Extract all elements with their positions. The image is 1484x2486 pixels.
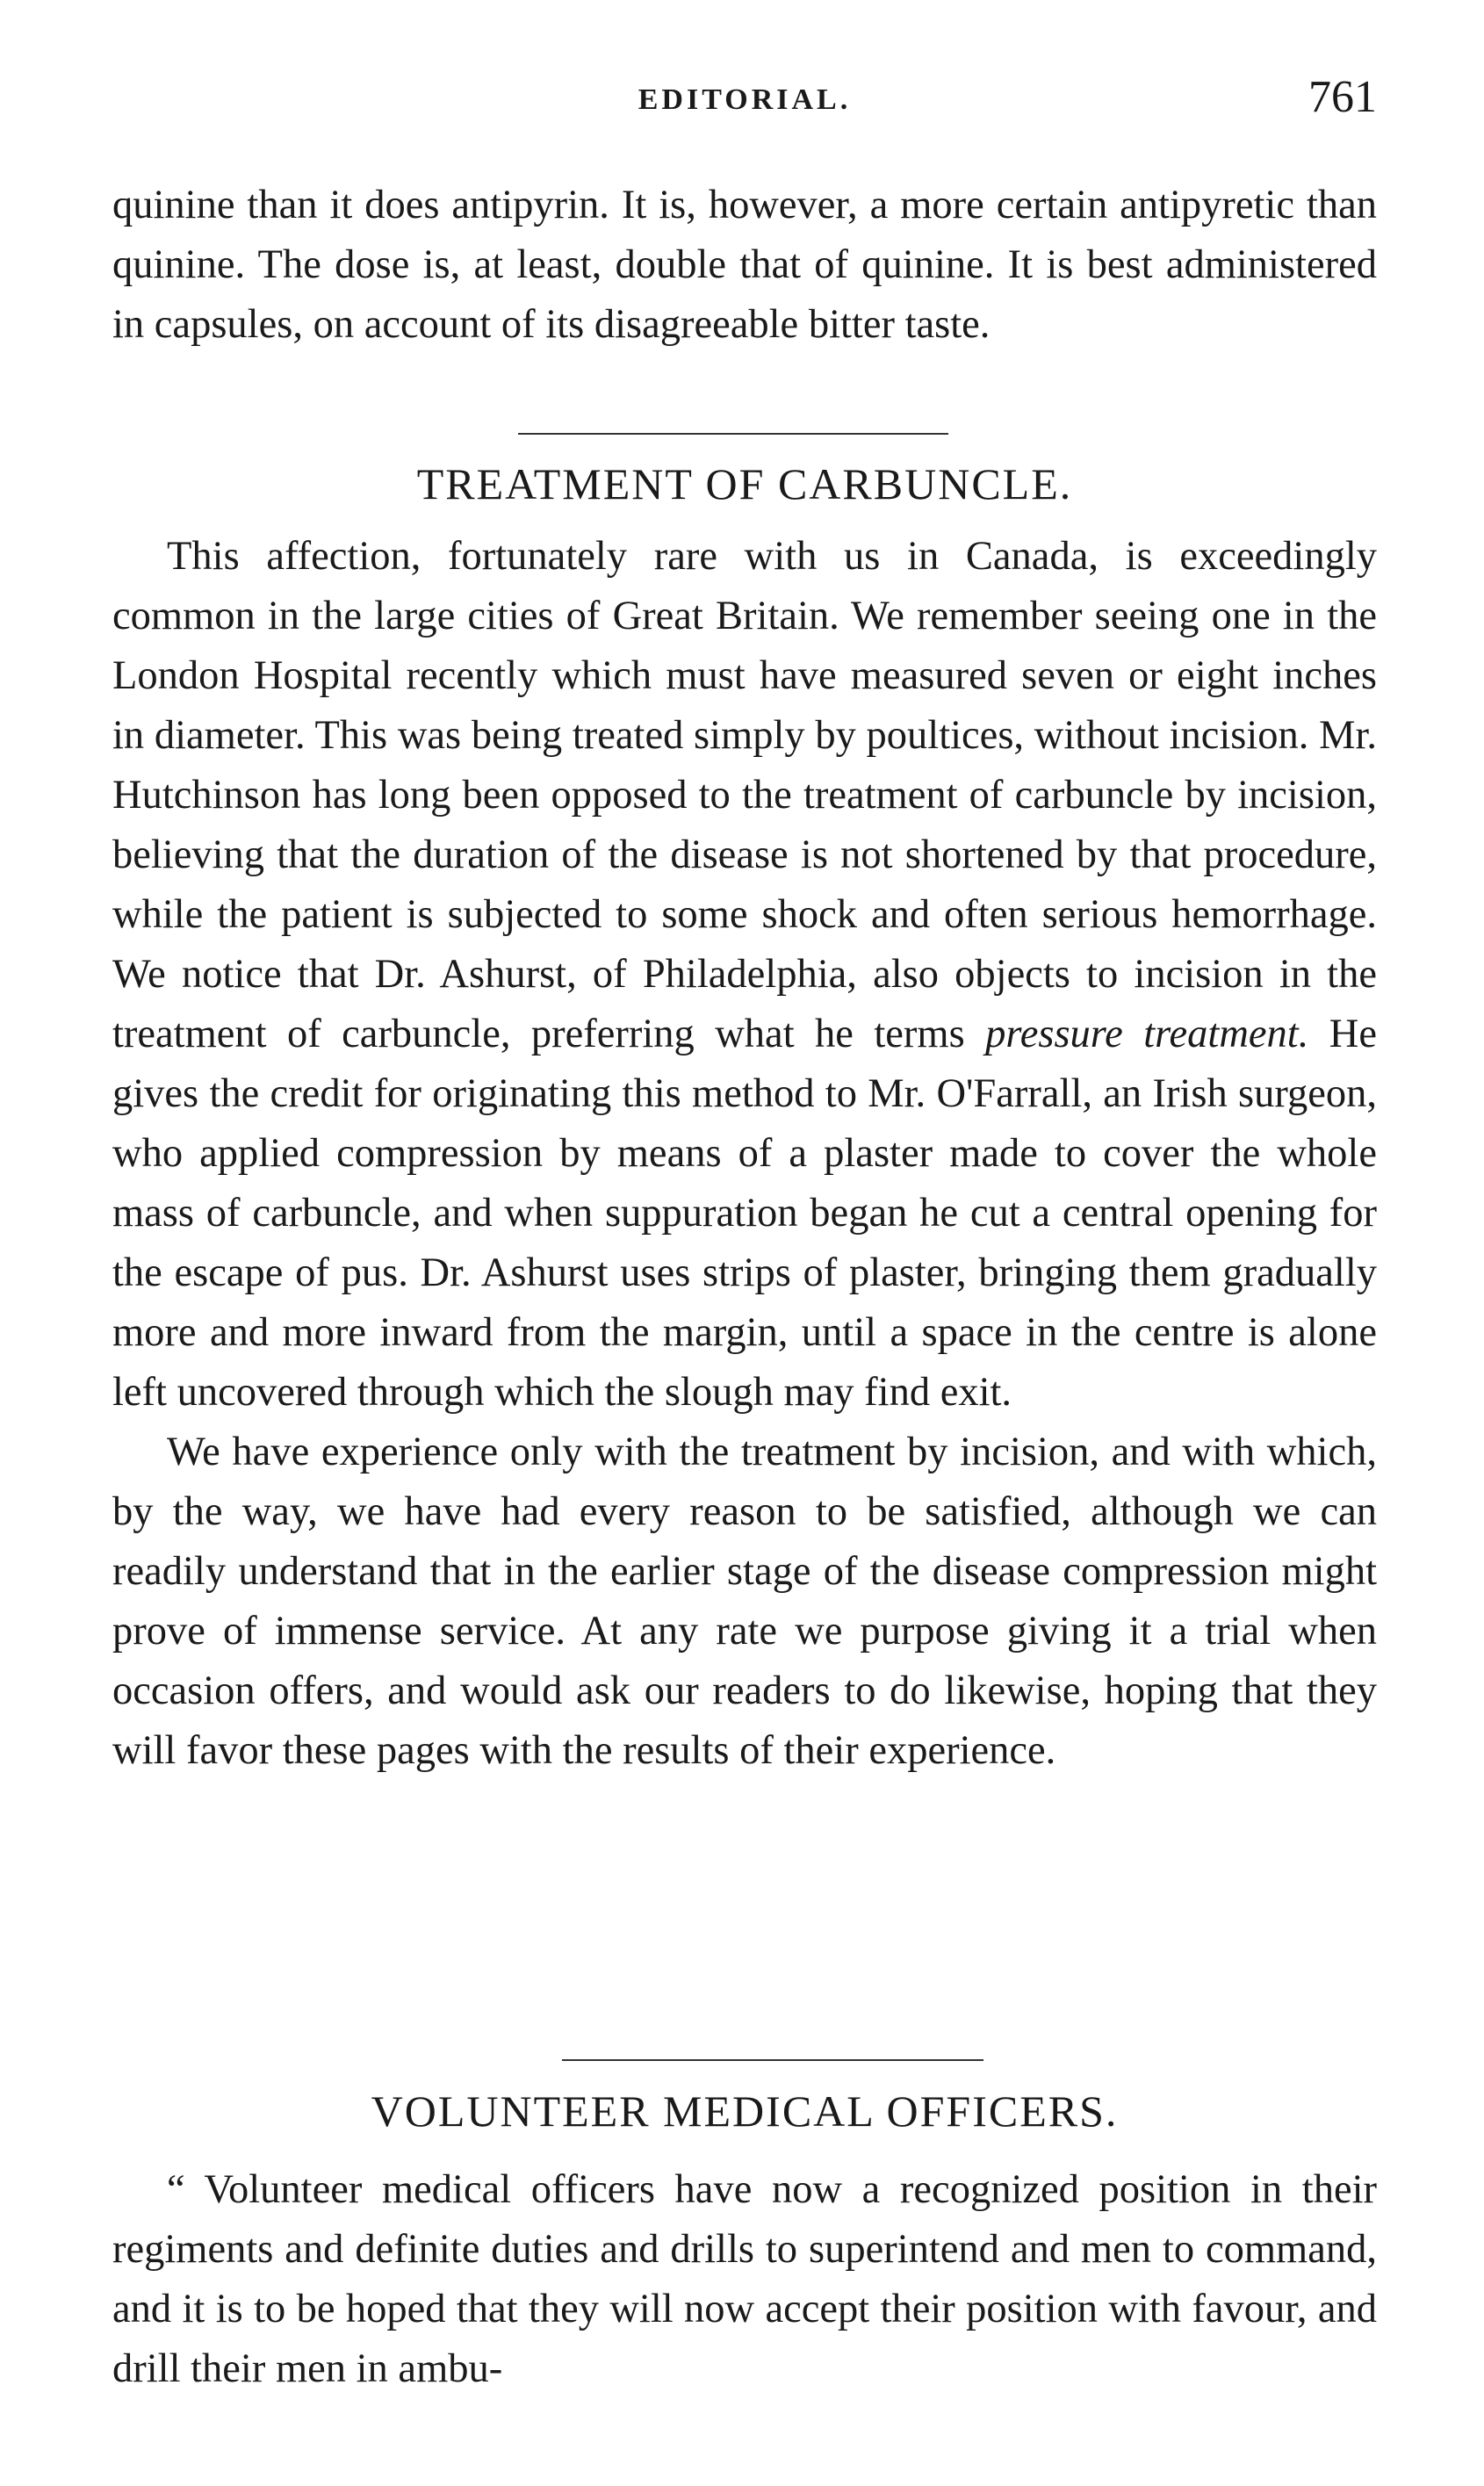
- volunteer-paragraph-1: “ Volunteer medical officers have now a recognized position in their regiments and definite duties and drills to superintend and men to command, and it is to be hoped that they will now accept their position with favour, and drill their men in ambu-: [112, 2167, 1377, 2391]
- running-title: EDITORIAL.: [638, 83, 852, 116]
- intro-paragraph: quinine than it does antipyrin. It is, however, a more certain antipyretic than quinine. The dose is, at least, double that of quinine. It is best administered in capsules, on account of its disagreeable bitter taste.: [112, 183, 1377, 347]
- volunteer-heading: VOLUNTEER MEDICAL OFFICERS.: [371, 2086, 1119, 2136]
- pressure-treatment-emphasis: pressure treatment.: [985, 1012, 1309, 1056]
- carbuncle-paragraph-1-end: He gives the credit for originating this method to Mr. O'Farrall, an Irish surgeon, who applied compression by means of a plaster made to cover the whole mass of carbuncle, and when suppuration began he cut a central opening for the escape of pus. Dr. Ashurst uses strips of plaster, bringing them gradually more and more inward from the margin, until a space in the centre is alone left uncovered through which the slough may find exit.: [112, 1012, 1377, 1415]
- volunteer-body: [112, 2160, 1377, 2399]
- section-divider-2: [562, 2059, 983, 2061]
- carbuncle-paragraph-1: [112, 527, 1377, 1423]
- page-number: 761: [1308, 72, 1377, 122]
- carbuncle-paragraph-1-start: This affection, fortunately rare with us in Canada, is exceedingly common in the large cities of Great Britain. We remember seeing one in the London Hospital recently which must have measured seven or eight inches in diameter. This was being treated simply by poultices, without incision. Mr. Hutchinson has long been opposed to the treatment of carbuncle by incision, believing that the duration of the disease is not shortened by that procedure, while the patient is subjected to some shock and often serious hemorrhage. We notice that Dr. Ashurst, of Philadelphia, also objects to incision in the treatment of carbuncle, preferring what he terms: [112, 534, 1377, 1056]
- section-divider-1: [518, 433, 948, 435]
- carbuncle-body: [112, 527, 1377, 1781]
- intro-paragraph-block: [112, 176, 1377, 355]
- carbuncle-heading: TREATMENT OF CARBUNCLE.: [416, 459, 1073, 508]
- running-head: [112, 72, 1377, 154]
- carbuncle-paragraph-2: We have experience only with the treatment by incision, and with which, by the way, we have had every reason to be satisfied, although we can readily understand that in the earlier stage of the disease compression might prove of immense service. At any rate we purpose giving it a trial when occasion offers, and would ask our readers to do likewise, hoping that they will favor these pages with the results of their experience.: [112, 1430, 1377, 1773]
